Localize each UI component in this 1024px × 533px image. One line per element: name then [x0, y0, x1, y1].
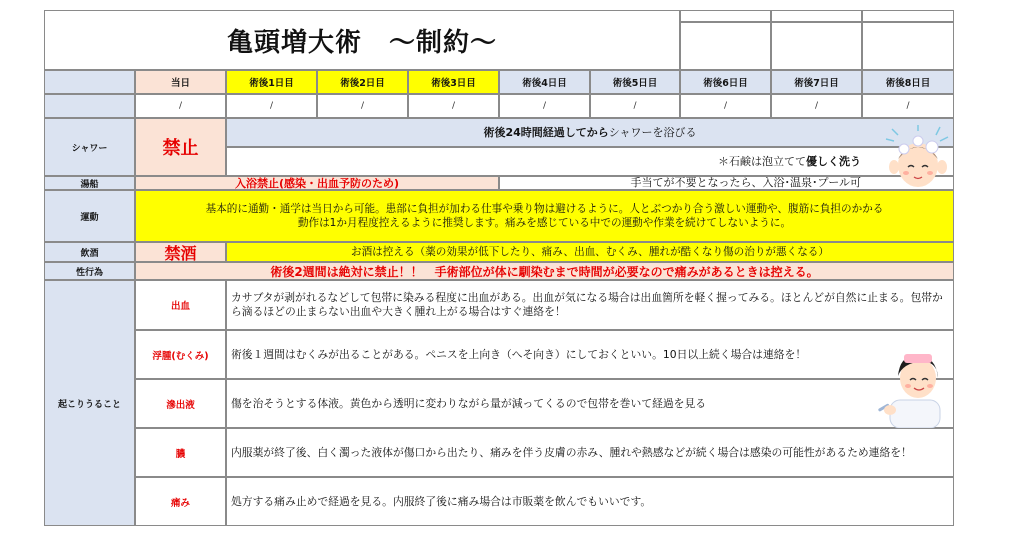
date-value: / — [723, 101, 728, 111]
event-name-cell — [135, 280, 226, 330]
row-label: 起こりうること — [57, 399, 121, 410]
event-name-cell — [135, 428, 226, 477]
day-header — [499, 70, 590, 94]
nurse-illustration — [876, 348, 952, 428]
day-label: 術後2日目 — [340, 78, 385, 89]
day-header — [862, 70, 954, 94]
day-label: 術後7日目 — [794, 78, 839, 89]
exercise-line: 基本的に通勤・通学は当日から可能。患部に負担が加わる仕事や乗り物は避けるように。人とぶつかり合う激しい運動や、腹筋に負担のかかる — [205, 203, 884, 215]
row-label-shower — [44, 118, 135, 176]
alcohol-after — [226, 242, 954, 262]
date-value: / — [269, 101, 274, 111]
day-header — [408, 70, 499, 94]
event-name: 痛み — [170, 497, 190, 509]
day-label: 術後6日目 — [703, 78, 748, 89]
date-value: / — [178, 101, 183, 111]
event-desc-cell — [226, 477, 954, 526]
event-name-cell — [135, 379, 226, 428]
event-desc: 術後１週間はむくみが出ることがある。ペニスを上向き（へそ向き）にしておくといい。10日以上続く場合は連絡を！ — [231, 347, 807, 361]
row-label: 湯船 — [80, 179, 99, 190]
date-value: / — [814, 101, 819, 111]
shower-status — [135, 118, 226, 176]
day-header — [771, 70, 862, 94]
event-desc-cell — [226, 428, 954, 477]
shower-person-illustration — [882, 123, 954, 195]
sex-restriction-text: 術後2週間は絶対に禁止！！ 手術部位が体に馴染むまで時間が必要なので痛みがあるときは控える。 — [270, 264, 819, 279]
shower-note-text — [718, 155, 861, 169]
blank-cell — [862, 10, 954, 22]
date-cell — [135, 94, 226, 118]
shower-note — [226, 147, 954, 176]
day-label: 術後4日目 — [522, 78, 567, 89]
shower-note-bold: 優しく洗う — [806, 154, 861, 168]
date-cell — [499, 94, 590, 118]
event-desc-cell — [226, 330, 954, 379]
day-label: 術後8日目 — [885, 78, 931, 89]
alcohol-status — [135, 242, 226, 262]
exercise-text — [135, 190, 954, 242]
day-label: 当日 — [170, 78, 190, 89]
sex-text — [135, 262, 954, 280]
shower-main — [226, 118, 954, 147]
event-desc: 傷を治そうとする体液。黄色から透明に変わりながら量が減ってくるので包帯を巻いて経過を見る — [231, 396, 707, 410]
restriction-sheet — [44, 10, 954, 526]
header-corner — [44, 94, 135, 118]
title-cell — [44, 10, 680, 70]
date-cell — [771, 94, 862, 118]
status-text: 禁止 — [162, 138, 199, 159]
row-label-bath — [44, 176, 135, 190]
event-name: 出血 — [170, 301, 190, 312]
exercise-line: 動作は1か月程度控えるように推奨します。痛みを感じている中での運動や作業を続けてしないように。 — [297, 217, 792, 229]
status-text: 禁酒 — [164, 243, 197, 262]
blank-cell — [771, 22, 862, 70]
date-value: / — [542, 101, 547, 111]
day-header — [590, 70, 680, 94]
event-name-cell — [135, 477, 226, 526]
row-label: シャワー — [71, 143, 108, 154]
event-name: 滲出液 — [166, 399, 195, 411]
event-desc: 内服薬が終了後、白く濁った液体が傷口から出たり、痛みを伴う皮膚の赤み、腫れや熱感などが続く場合は感染の可能性があるため連絡を！ — [231, 445, 912, 459]
date-cell — [590, 94, 680, 118]
date-value: / — [451, 101, 456, 111]
status-text: 入浴禁止(感染・出血予防のため) — [234, 177, 400, 190]
bath-after-text: 手当てが不要となったら、入浴･温泉･プール可 — [630, 176, 861, 189]
date-value: / — [906, 101, 910, 111]
day-header — [680, 70, 771, 94]
date-value: / — [360, 101, 365, 111]
shower-main-text — [483, 126, 696, 140]
shower-main-rest: シャワーを浴びる — [608, 125, 697, 139]
bath-status — [135, 176, 499, 190]
page-title: 亀頭増大術 ～制約～ — [226, 27, 497, 58]
day-header — [226, 70, 317, 94]
row-label-exercise — [44, 190, 135, 242]
day-label: 術後3日目 — [431, 78, 476, 89]
day-label: 術後1日目 — [249, 78, 294, 89]
event-desc-cell — [226, 280, 954, 330]
row-label: 飲酒 — [80, 248, 99, 259]
event-desc: 処方する痛み止めで経過を見る。内服終了後に痛み場合は市販薬を飲んでもいいです。 — [231, 494, 652, 508]
event-name: 浮腫(むくみ) — [152, 350, 209, 362]
row-label: 運動 — [80, 212, 99, 223]
blank-cell — [680, 10, 771, 22]
date-cell — [680, 94, 771, 118]
header-corner — [44, 70, 135, 94]
alcohol-after-text: お酒は控える（薬の効果が低下したり、痛み、出血、むくみ、腫れが酷くなり傷の治りが悪くなる） — [351, 246, 829, 258]
shower-main-bold: 術後24時間経過してから — [483, 125, 609, 139]
blank-cell — [862, 22, 954, 70]
date-cell — [862, 94, 954, 118]
event-desc: カサブタが剥がれるなどして包帯に染みる程度に出血がある。出血が気になる場合は出血箇所を軽く握ってみる。ほとんどが自然に止まる。包帯から滴るほどの止まらない出血や大きく腫れ上がる場合はすぐ連絡を！ — [231, 291, 943, 318]
shower-note-pre: ＊石鹸は泡立てて — [718, 154, 806, 168]
blank-cell — [771, 10, 862, 22]
day-header — [135, 70, 226, 94]
row-label-sex — [44, 262, 135, 280]
date-cell — [226, 94, 317, 118]
row-label-alcohol — [44, 242, 135, 262]
blank-cell — [680, 22, 771, 70]
event-name: 膿 — [175, 448, 186, 460]
date-cell — [317, 94, 408, 118]
date-value: / — [633, 101, 637, 111]
day-label: 術後5日目 — [612, 78, 658, 89]
date-cell — [408, 94, 499, 118]
row-label: 性行為 — [75, 267, 103, 278]
day-header — [317, 70, 408, 94]
event-desc-cell — [226, 379, 954, 428]
row-label-events — [44, 280, 135, 526]
event-name-cell — [135, 330, 226, 379]
